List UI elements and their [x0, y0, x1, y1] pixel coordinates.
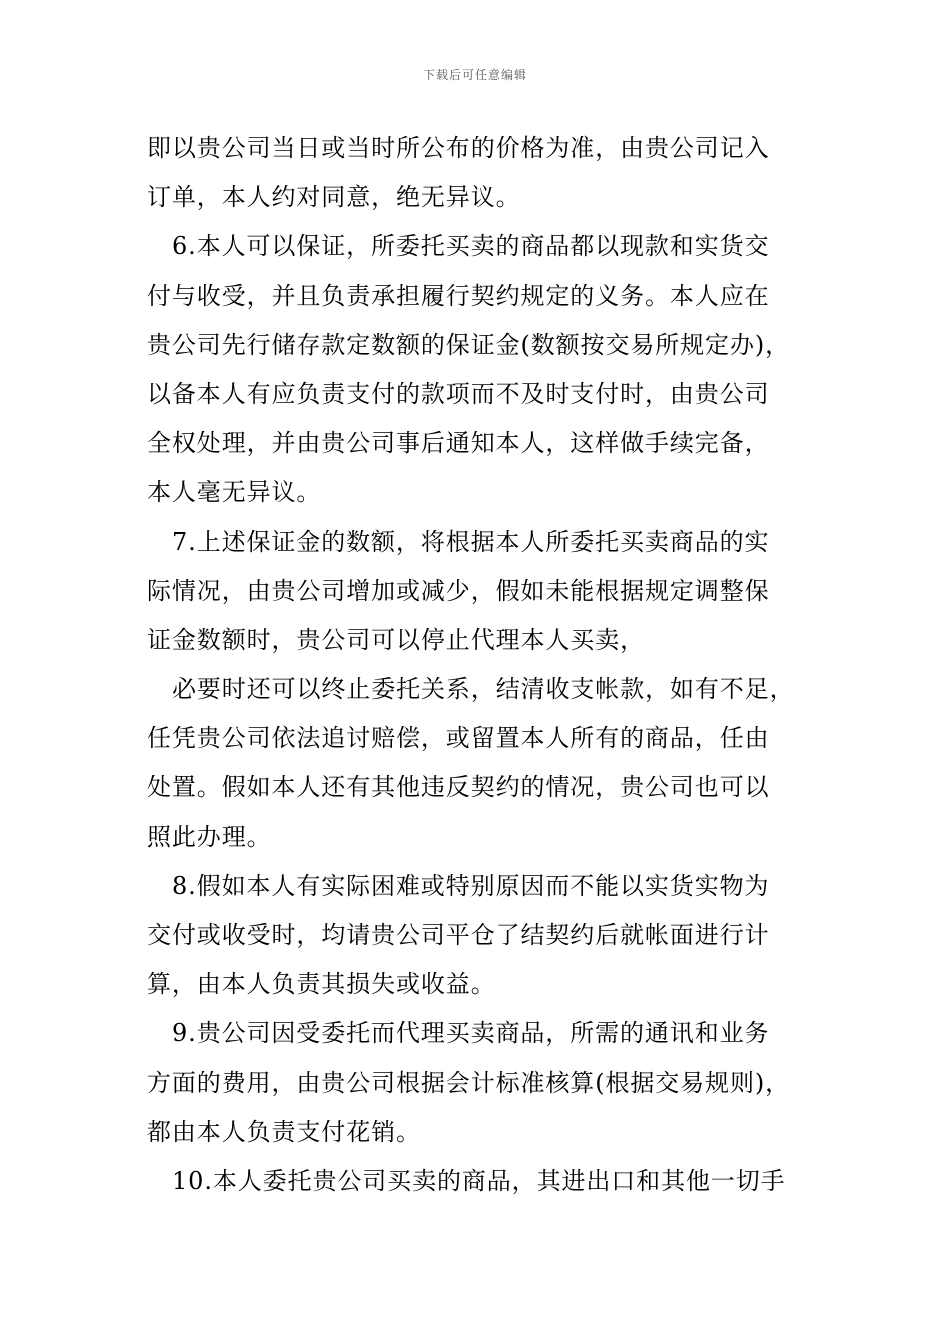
text-line: 照此办理。	[147, 822, 272, 851]
text-line: 以备本人有应负责支付的款项而不及时支付时，由贵公司	[147, 379, 770, 408]
text-line: 交付或收受时，均请贵公司平仓了结契约后就帐面进行计	[147, 921, 770, 949]
text-line: 贵公司先行储存款定数额的保证金(数额按交易所规定办)，	[147, 330, 791, 359]
text-line: 证金数额时，贵公司可以停止代理本人买卖，	[147, 625, 645, 654]
text-line: 10.本人委托贵公司买卖的商品，其进出口和其他一切手	[172, 1166, 786, 1195]
text-line: 9.贵公司因受委托而代理买卖商品，所需的通讯和业务	[172, 1019, 770, 1048]
text-line: 处置。假如本人还有其他违反契约的情况，贵公司也可以	[147, 773, 770, 802]
text-line: 方面的费用，由贵公司根据会计标准核算(根据交易规则)，	[147, 1068, 791, 1097]
text-line: 都由本人负责支付花销。	[147, 1117, 421, 1146]
text-line: 算，由本人负责其损失或收益。	[147, 970, 496, 999]
text-line: 全权处理，并由贵公司事后通知本人，这样做手续完备，	[147, 429, 770, 458]
text-line: 8.假如本人有实际困难或特别原因而不能以实货实物为	[172, 871, 770, 900]
text-line: 本人毫无异议。	[147, 478, 322, 507]
document-body	[147, 124, 822, 1206]
text-line: 6.本人可以保证，所委托买卖的商品都以现款和实货交	[172, 232, 770, 261]
text-line: 际情况，由贵公司增加或减少，假如未能根据规定调整保	[147, 576, 770, 605]
text-line: 订单，本人约对同意，绝无异议。	[147, 183, 521, 212]
text-line: 7.上述保证金的数额，将根据本人所委托买卖商品的实	[172, 527, 770, 556]
text-line: 任凭贵公司依法追讨赔偿，或留置本人所有的商品，任由	[147, 724, 770, 753]
text-line: 付与收受，并且负责承担履行契约规定的义务。本人应在	[147, 281, 770, 310]
page-header: 下载后可任意编辑	[422, 68, 527, 82]
text-line: 必要时还可以终止委托关系，结清收支帐款，如有不足，	[172, 675, 795, 704]
text-line: 即以贵公司当日或当时所公布的价格为准，由贵公司记入	[147, 134, 770, 162]
